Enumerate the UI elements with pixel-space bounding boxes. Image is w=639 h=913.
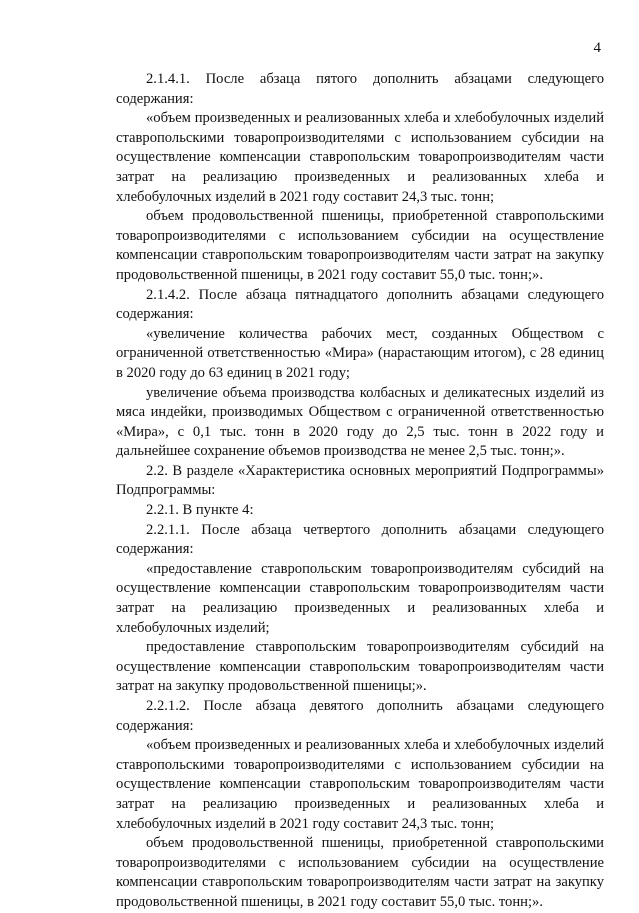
paragraph-2-2: 2.2. В разделе «Характеристика основных мероприятий Подпрограммы» Подпрограммы:: [116, 462, 604, 499]
quoted-paragraph-jobs: «увеличение количества рабочих мест, созданных Обществом с ограниченной ответственностью «Мира» (нарастающим итогом), с 28 единиц в 2020 году до 63 единиц в 2021 году;: [116, 325, 604, 381]
paragraph-2-2-1-1: 2.2.1.1. После абзаца четвертого дополнить абзацами следующего содержания:: [116, 521, 604, 558]
quoted-paragraph-bread-volume-repeat: «объем произведенных и реализованных хлеба и хлебобулочных изделий ставропольскими товаропроизводителями с использованием субсидии на осуществление компенсации ставропольским товаропроизводителям части затрат на реализацию произведенных и реализованных хлеба и хлебобулочных изделий в 2021 году составит 24,3 тыс. тонн;: [116, 737, 604, 832]
paragraph-2-1-4-2: 2.1.4.2. После абзаца пятнадцатого дополнить абзацами следующего содержания:: [116, 286, 604, 323]
document-body: [116, 70, 604, 913]
paragraph-2-2-1-2: 2.2.1.2. После абзаца девятого дополнить абзацами следующего содержания:: [116, 698, 604, 734]
page-number: 4: [593, 40, 601, 56]
quoted-paragraph-bread-subsidy: «предоставление ставропольским товаропроизводителям субсидий на осуществление компенсации ставропольским товаропроизводителям части затрат на реализацию произведенных и реализованных хлеба и хлебобулочных изделий;: [116, 560, 604, 636]
paragraph-wheat-subsidy: предоставление ставропольским товаропроизводителям субсидий на осуществление компенсации ставропольским товаропроизводителям части затрат на закупку продовольственной пшеницы;».: [116, 639, 604, 695]
paragraph-2-1-4-1: 2.1.4.1. После абзаца пятого дополнить абзацами следующего содержания:: [116, 71, 604, 107]
quoted-paragraph-bread-volume: «объем произведенных и реализованных хлеба и хлебобулочных изделий ставропольскими товаропроизводителями с использованием субсидии на осуществление компенсации ставропольским товаропроизводителям части затрат на реализацию произведенных и реализованных хлеба и хлебобулочных изделий в 2021 году составит 24,3 тыс. тонн;: [116, 110, 604, 205]
paragraph-wheat-volume: объем продовольственной пшеницы, приобретенной ставропольскими товаропроизводителями с использованием субсидии на осуществление компенсации ставропольским товаропроизводителям части затрат на закупку продовольственной пшеницы, в 2021 году составит 55,0 тыс. тонн;».: [116, 208, 604, 283]
paragraph-turkey-production: увеличение объема производства колбасных и деликатесных изделий из мяса индейки, производимых Обществом с ограниченной ответственностью «Мира», с 0,1 тыс. тонн в 2020 году до 2,5 тыс. тонн в 2022 году и дальнейшее сохранение объемов производства не менее 2,5 тыс. тонн;».: [116, 384, 604, 460]
paragraph-2-2-1: 2.2.1. В пункте 4:: [146, 502, 254, 519]
paragraph-wheat-volume-repeat: объем продовольственной пшеницы, приобретенной ставропольскими товаропроизводителями с использованием субсидии на осуществление компенсации ставропольским товаропроизводителям части затрат на закупку продовольственной пшеницы, в 2021 году составит 55,0 тыс. тонн;».: [116, 835, 604, 910]
